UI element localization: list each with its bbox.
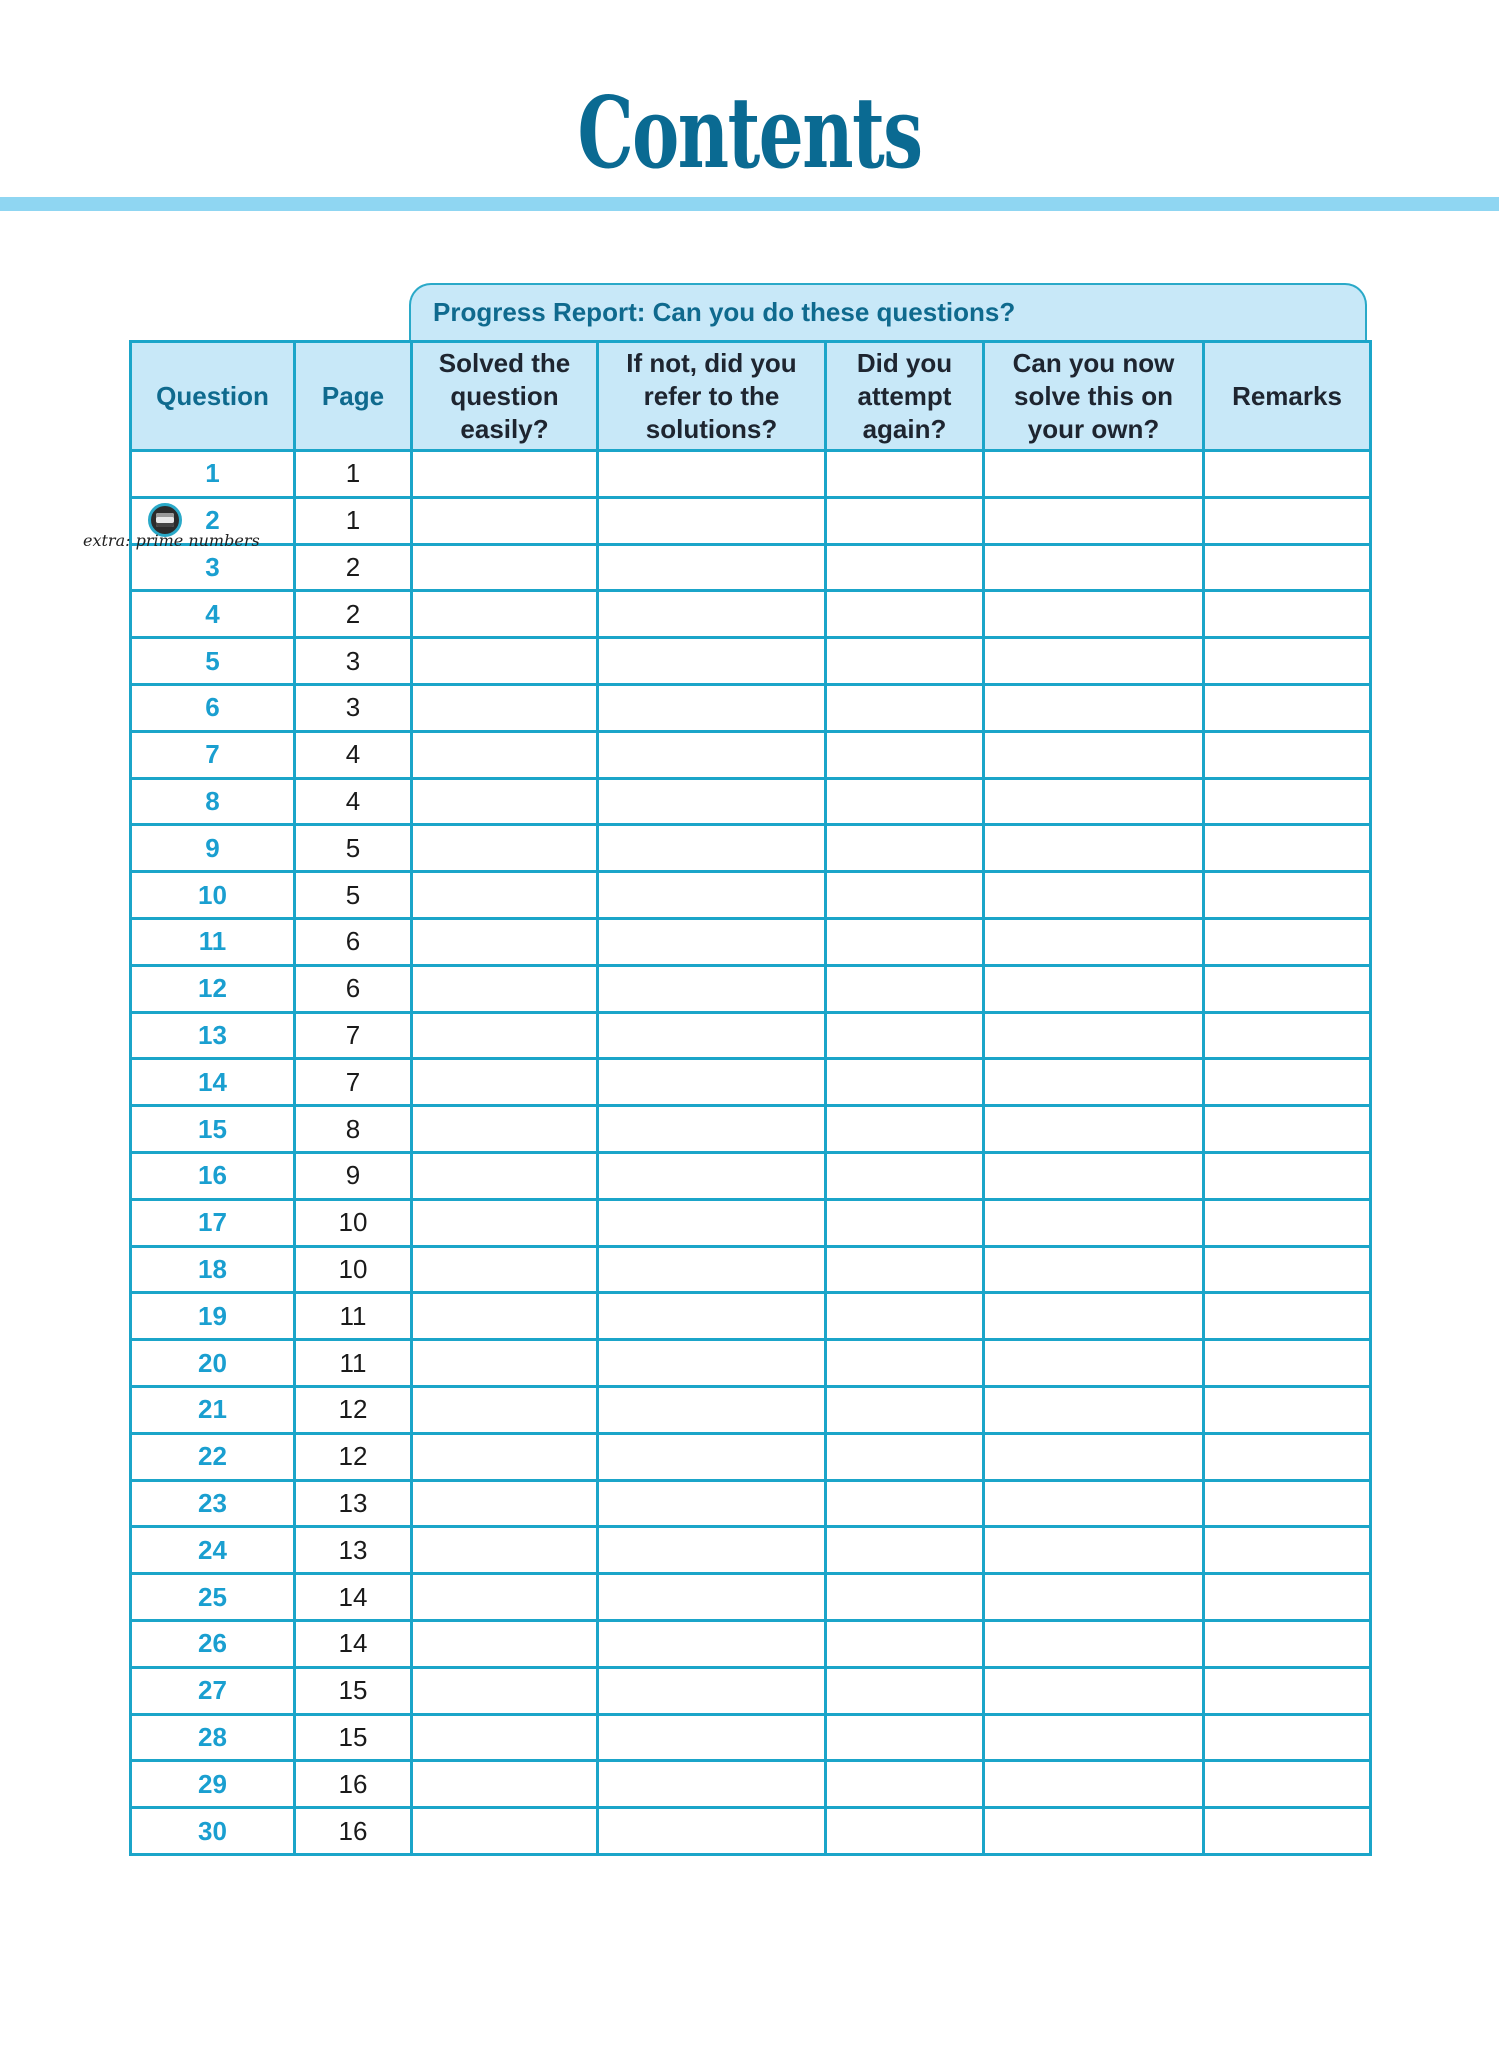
page-number: 3 (295, 684, 412, 731)
attempt-cell[interactable] (826, 591, 984, 638)
remarks-cell[interactable] (1204, 1340, 1371, 1387)
refer-cell[interactable] (598, 497, 826, 544)
solved-cell[interactable] (412, 1059, 598, 1106)
own-cell[interactable] (984, 1761, 1204, 1808)
column-header-refer-label: If not, did you refer to the solutions? (626, 347, 797, 444)
solved-cell[interactable] (412, 1714, 598, 1761)
page-number: 12 (295, 1386, 412, 1433)
column-header-own (984, 342, 1204, 451)
page-number: 7 (295, 1059, 412, 1106)
attempt-cell[interactable] (826, 1199, 984, 1246)
attempt-cell[interactable] (826, 1480, 984, 1527)
own-cell[interactable] (984, 1012, 1204, 1059)
solved-cell[interactable] (412, 1293, 598, 1340)
refer-cell[interactable] (598, 1059, 826, 1106)
table-row (131, 684, 1371, 731)
attempt-cell[interactable] (826, 1808, 984, 1855)
attempt-cell[interactable] (826, 825, 984, 872)
question-number: 17 (131, 1199, 295, 1246)
own-cell[interactable] (984, 544, 1204, 591)
solved-cell[interactable] (412, 1620, 598, 1667)
solved-cell[interactable] (412, 497, 598, 544)
table-row (131, 544, 1371, 591)
table-row (131, 1199, 1371, 1246)
remarks-cell[interactable] (1204, 1480, 1371, 1527)
remarks-cell[interactable] (1204, 497, 1371, 544)
own-cell[interactable] (984, 1386, 1204, 1433)
refer-cell[interactable] (598, 1574, 826, 1621)
own-cell[interactable] (984, 638, 1204, 685)
own-cell[interactable] (984, 1106, 1204, 1153)
attempt-cell[interactable] (826, 1386, 984, 1433)
progress-table (129, 340, 1372, 1856)
remarks-cell[interactable] (1204, 1059, 1371, 1106)
own-cell[interactable] (984, 918, 1204, 965)
solved-cell[interactable] (412, 451, 598, 498)
question-number: 24 (131, 1527, 295, 1574)
solved-cell[interactable] (412, 872, 598, 919)
solved-cell[interactable] (412, 918, 598, 965)
own-cell[interactable] (984, 1620, 1204, 1667)
table-row (131, 1246, 1371, 1293)
question-number: 9 (131, 825, 295, 872)
table-row (131, 638, 1371, 685)
table-row (131, 1667, 1371, 1714)
own-cell[interactable] (984, 1808, 1204, 1855)
attempt-cell[interactable] (826, 731, 984, 778)
refer-cell[interactable] (598, 1012, 826, 1059)
question-number: 22 (131, 1433, 295, 1480)
question-number: 4 (131, 591, 295, 638)
solved-cell[interactable] (412, 1667, 598, 1714)
own-cell[interactable] (984, 497, 1204, 544)
own-cell[interactable] (984, 1340, 1204, 1387)
page-number: 1 (295, 451, 412, 498)
solved-cell[interactable] (412, 1199, 598, 1246)
remarks-cell[interactable] (1204, 684, 1371, 731)
refer-cell[interactable] (598, 1527, 826, 1574)
header-divider-band (0, 197, 1499, 211)
question-number: 26 (131, 1620, 295, 1667)
remarks-cell[interactable] (1204, 1620, 1371, 1667)
question-number: 21 (131, 1386, 295, 1433)
page-number: 4 (295, 778, 412, 825)
question-number: 11 (131, 918, 295, 965)
page-number: 16 (295, 1808, 412, 1855)
table-row (131, 1808, 1371, 1855)
header-row (131, 342, 1371, 451)
refer-cell[interactable] (598, 965, 826, 1012)
remarks-cell[interactable] (1204, 965, 1371, 1012)
own-cell[interactable] (984, 731, 1204, 778)
page-number: 10 (295, 1246, 412, 1293)
refer-cell[interactable] (598, 638, 826, 685)
page-number: 15 (295, 1714, 412, 1761)
table-row (131, 1527, 1371, 1574)
attempt-cell[interactable] (826, 1059, 984, 1106)
solved-cell[interactable] (412, 1761, 598, 1808)
page-number: 14 (295, 1620, 412, 1667)
solved-cell[interactable] (412, 1152, 598, 1199)
table-row (131, 1480, 1371, 1527)
page-number: 5 (295, 872, 412, 919)
refer-cell[interactable] (598, 1340, 826, 1387)
table-row (131, 731, 1371, 778)
column-header-solved (412, 342, 598, 451)
attempt-cell[interactable] (826, 544, 984, 591)
remarks-cell[interactable] (1204, 1246, 1371, 1293)
remarks-cell[interactable] (1204, 638, 1371, 685)
page-number: 12 (295, 1433, 412, 1480)
own-cell[interactable] (984, 1527, 1204, 1574)
refer-cell[interactable] (598, 1106, 826, 1153)
question-number: 16 (131, 1152, 295, 1199)
solved-cell[interactable] (412, 1808, 598, 1855)
refer-cell[interactable] (598, 591, 826, 638)
table-row (131, 451, 1371, 498)
page-number: 11 (295, 1293, 412, 1340)
refer-cell[interactable] (598, 1714, 826, 1761)
table-row (131, 825, 1371, 872)
refer-cell[interactable] (598, 1761, 826, 1808)
solved-cell[interactable] (412, 1246, 598, 1293)
attempt-cell[interactable] (826, 1527, 984, 1574)
question-number: 19 (131, 1293, 295, 1340)
refer-cell[interactable] (598, 1293, 826, 1340)
remarks-cell[interactable] (1204, 1293, 1371, 1340)
attempt-cell[interactable] (826, 1574, 984, 1621)
page-number: 7 (295, 1012, 412, 1059)
remarks-cell[interactable] (1204, 1808, 1371, 1855)
question-number: 30 (131, 1808, 295, 1855)
solved-cell[interactable] (412, 1480, 598, 1527)
refer-cell[interactable] (598, 1808, 826, 1855)
page-number: 16 (295, 1761, 412, 1808)
own-cell[interactable] (984, 1433, 1204, 1480)
table-row (131, 1293, 1371, 1340)
attempt-cell[interactable] (826, 1340, 984, 1387)
own-cell[interactable] (984, 684, 1204, 731)
table-row (131, 1340, 1371, 1387)
refer-cell[interactable] (598, 1620, 826, 1667)
attempt-cell[interactable] (826, 684, 984, 731)
solved-cell[interactable] (412, 1012, 598, 1059)
own-cell[interactable] (984, 1199, 1204, 1246)
question-number: 27 (131, 1667, 295, 1714)
page-number: 10 (295, 1199, 412, 1246)
remarks-cell[interactable] (1204, 731, 1371, 778)
refer-cell[interactable] (598, 778, 826, 825)
table-row (131, 872, 1371, 919)
solved-cell[interactable] (412, 1386, 598, 1433)
question-number: 3 (131, 544, 295, 591)
solved-cell[interactable] (412, 684, 598, 731)
solved-cell[interactable] (412, 544, 598, 591)
page-number: 3 (295, 638, 412, 685)
column-header-page: Page (295, 342, 412, 451)
attempt-cell[interactable] (826, 1106, 984, 1153)
own-cell[interactable] (984, 1059, 1204, 1106)
column-header-refer (598, 342, 826, 451)
remarks-cell[interactable] (1204, 1433, 1371, 1480)
question-number: 12 (131, 965, 295, 1012)
page-number: 1 (295, 497, 412, 544)
own-cell[interactable] (984, 1293, 1204, 1340)
table-row (131, 1620, 1371, 1667)
page-number: 5 (295, 825, 412, 872)
own-cell[interactable] (984, 1246, 1204, 1293)
question-number: 2 (131, 497, 295, 544)
annotation-marker[interactable] (83, 503, 263, 550)
own-cell[interactable] (984, 451, 1204, 498)
progress-report-banner (409, 283, 1367, 340)
own-cell[interactable] (984, 872, 1204, 919)
table-row (131, 1714, 1371, 1761)
question-number: 6 (131, 684, 295, 731)
attempt-cell[interactable] (826, 497, 984, 544)
solved-cell[interactable] (412, 778, 598, 825)
refer-cell[interactable] (598, 872, 826, 919)
refer-cell[interactable] (598, 1480, 826, 1527)
own-cell[interactable] (984, 1152, 1204, 1199)
table-row (131, 918, 1371, 965)
solved-cell[interactable] (412, 638, 598, 685)
progress-report-title: Progress Report: Can you do these questions? (433, 297, 1016, 327)
own-cell[interactable] (984, 1714, 1204, 1761)
page-number: 2 (295, 591, 412, 638)
remarks-cell[interactable] (1204, 1667, 1371, 1714)
attempt-cell[interactable] (826, 1293, 984, 1340)
page-number: 13 (295, 1480, 412, 1527)
table-row (131, 591, 1371, 638)
solved-cell[interactable] (412, 825, 598, 872)
solved-cell[interactable] (412, 965, 598, 1012)
refer-cell[interactable] (598, 918, 826, 965)
refer-cell[interactable] (598, 731, 826, 778)
attempt-cell[interactable] (826, 965, 984, 1012)
remarks-cell[interactable] (1204, 1199, 1371, 1246)
refer-cell[interactable] (598, 451, 826, 498)
own-cell[interactable] (984, 825, 1204, 872)
attempt-cell[interactable] (826, 1667, 984, 1714)
attempt-cell[interactable] (826, 1246, 984, 1293)
remarks-cell[interactable] (1204, 918, 1371, 965)
attempt-cell[interactable] (826, 918, 984, 965)
question-number: 23 (131, 1480, 295, 1527)
table-row (131, 1433, 1371, 1480)
attempt-cell[interactable] (826, 1714, 984, 1761)
question-number: 15 (131, 1106, 295, 1153)
solved-cell[interactable] (412, 1574, 598, 1621)
question-number: 20 (131, 1340, 295, 1387)
column-header-own-label: Can you now solve this on your own? (1012, 347, 1175, 444)
attempt-cell[interactable] (826, 451, 984, 498)
annotation-label: extra: prime numbers (83, 531, 260, 550)
table-row (131, 965, 1371, 1012)
page-number: 11 (295, 1340, 412, 1387)
remarks-cell[interactable] (1204, 1152, 1371, 1199)
own-cell[interactable] (984, 778, 1204, 825)
solved-cell[interactable] (412, 1340, 598, 1387)
table-row (131, 1386, 1371, 1433)
question-number: 5 (131, 638, 295, 685)
refer-cell[interactable] (598, 684, 826, 731)
question-number: 29 (131, 1761, 295, 1808)
page-number: 15 (295, 1667, 412, 1714)
remarks-cell[interactable] (1204, 825, 1371, 872)
remarks-cell[interactable] (1204, 1714, 1371, 1761)
remarks-cell[interactable] (1204, 1106, 1371, 1153)
attempt-cell[interactable] (826, 1012, 984, 1059)
column-header-question: Question (131, 342, 295, 451)
column-header-remarks: Remarks (1204, 342, 1371, 451)
table-row (131, 778, 1371, 825)
solved-cell[interactable] (412, 1106, 598, 1153)
question-number: 14 (131, 1059, 295, 1106)
column-header-attempt-label: Did you attempt again? (856, 347, 953, 444)
refer-cell[interactable] (598, 1386, 826, 1433)
own-cell[interactable] (984, 1480, 1204, 1527)
table-row (131, 1574, 1371, 1621)
page-number: 4 (295, 731, 412, 778)
table-row (131, 1761, 1371, 1808)
column-header-attempt (826, 342, 984, 451)
refer-cell[interactable] (598, 1433, 826, 1480)
remarks-cell[interactable] (1204, 1761, 1371, 1808)
page-number: 14 (295, 1574, 412, 1621)
table-row (131, 497, 1371, 544)
question-number: 13 (131, 1012, 295, 1059)
solved-cell[interactable] (412, 1527, 598, 1574)
question-number: 1 (131, 451, 295, 498)
column-header-solved-label: Solved the question easily? (438, 347, 571, 444)
remarks-cell[interactable] (1204, 1574, 1371, 1621)
solved-cell[interactable] (412, 731, 598, 778)
remarks-cell[interactable] (1204, 778, 1371, 825)
own-cell[interactable] (984, 591, 1204, 638)
remarks-cell[interactable] (1204, 1012, 1371, 1059)
remarks-cell[interactable] (1204, 872, 1371, 919)
refer-cell[interactable] (598, 1199, 826, 1246)
refer-cell[interactable] (598, 1246, 826, 1293)
own-cell[interactable] (984, 1574, 1204, 1621)
refer-cell[interactable] (598, 825, 826, 872)
attempt-cell[interactable] (826, 1433, 984, 1480)
attempt-cell[interactable] (826, 778, 984, 825)
solved-cell[interactable] (412, 591, 598, 638)
question-number: 28 (131, 1714, 295, 1761)
table-row (131, 1152, 1371, 1199)
page-number: 8 (295, 1106, 412, 1153)
refer-cell[interactable] (598, 1152, 826, 1199)
own-cell[interactable] (984, 1667, 1204, 1714)
remarks-cell[interactable] (1204, 451, 1371, 498)
attempt-cell[interactable] (826, 1761, 984, 1808)
attempt-cell[interactable] (826, 872, 984, 919)
page-number: 9 (295, 1152, 412, 1199)
refer-cell[interactable] (598, 544, 826, 591)
table-row (131, 1106, 1371, 1153)
attempt-cell[interactable] (826, 638, 984, 685)
page-number: 2 (295, 544, 412, 591)
table-row (131, 1059, 1371, 1106)
question-number: 10 (131, 872, 295, 919)
remarks-cell[interactable] (1204, 544, 1371, 591)
remarks-cell[interactable] (1204, 591, 1371, 638)
page-title: Contents (577, 76, 922, 191)
page-number: 6 (295, 965, 412, 1012)
remarks-cell[interactable] (1204, 1527, 1371, 1574)
own-cell[interactable] (984, 965, 1204, 1012)
question-number: 7 (131, 731, 295, 778)
page-number: 13 (295, 1527, 412, 1574)
remarks-cell[interactable] (1204, 1386, 1371, 1433)
table-row (131, 1012, 1371, 1059)
question-number: 25 (131, 1574, 295, 1621)
attempt-cell[interactable] (826, 1620, 984, 1667)
attempt-cell[interactable] (826, 1152, 984, 1199)
page-number: 6 (295, 918, 412, 965)
solved-cell[interactable] (412, 1433, 598, 1480)
question-number: 8 (131, 778, 295, 825)
refer-cell[interactable] (598, 1667, 826, 1714)
question-number: 18 (131, 1246, 295, 1293)
